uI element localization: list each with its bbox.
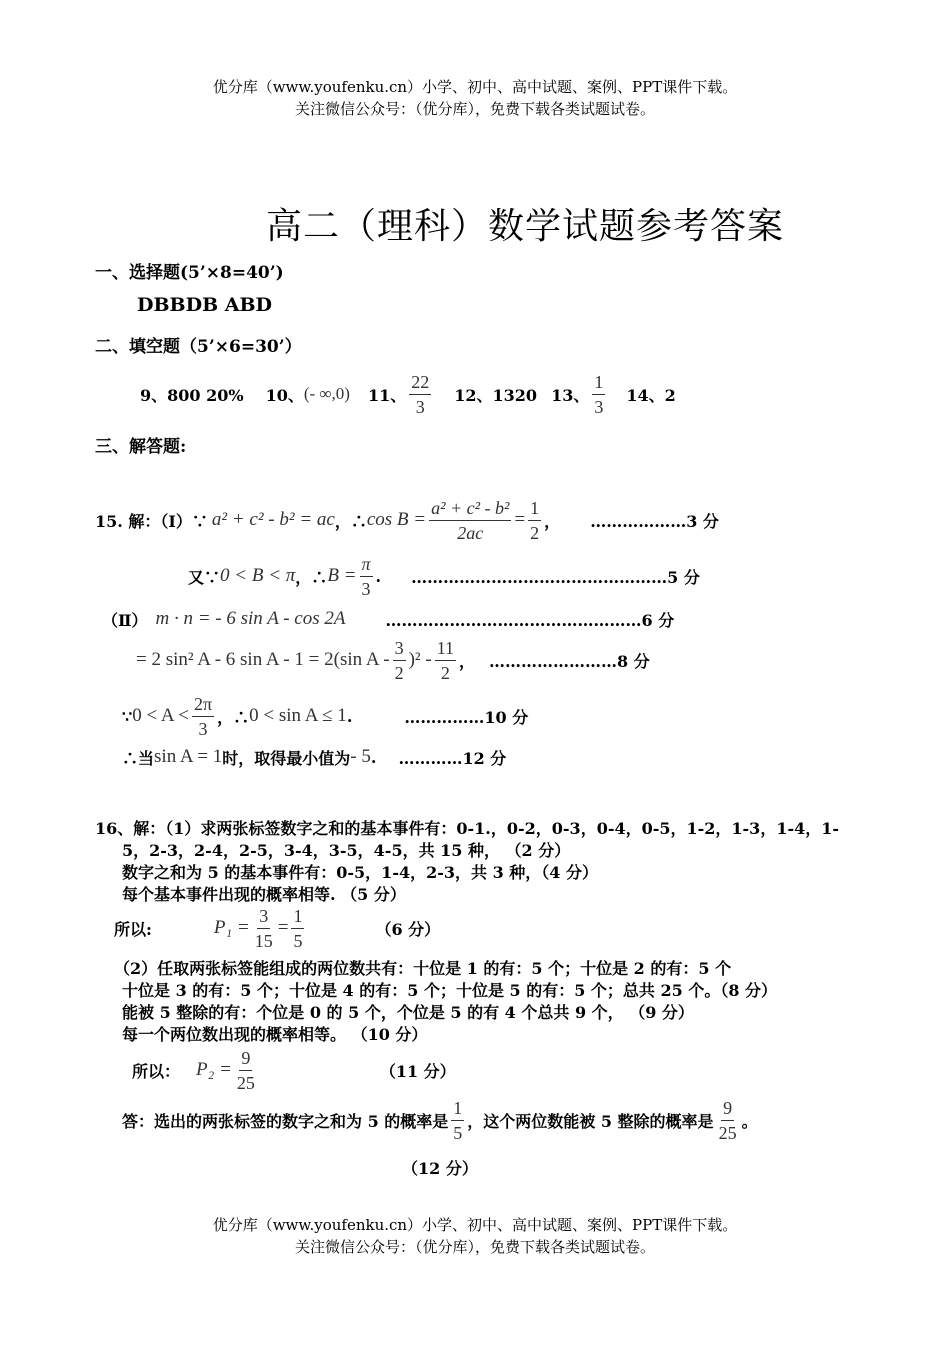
- q15-line5-lead: ∵: [122, 706, 133, 726]
- q15-line-6: [122, 744, 506, 770]
- q15-line6-a: ∴当: [122, 748, 155, 768]
- q11-label: 11、: [367, 385, 407, 405]
- q15-line-3: [102, 606, 674, 632]
- q15-line-4: [136, 634, 650, 686]
- fill-in-answers: [140, 368, 676, 420]
- section1-heading: 一、选择题(5’×8=40’): [95, 263, 284, 283]
- p1-fraction-1: $\frac{3}{15}$: [254, 905, 273, 951]
- q15-period: .: [375, 566, 382, 586]
- header-line-1: 优分库（www.youfenku.cn）小学、初中、高中试题、案例、PPT课件下载。: [212, 78, 738, 96]
- q16-line-6: （2）任取两张标签能组成的两位数共有：十位是 1 的有：5 个；十位是 2 的有：5 个: [114, 959, 732, 978]
- score-12: …………12 分: [398, 748, 507, 768]
- b-range: 0 < B < π: [220, 565, 296, 586]
- q15-therefore: ，∴: [334, 511, 367, 531]
- q15-therefore-2: ，∴: [295, 567, 328, 587]
- footer-line-2: 关注微信公众号：（优分库），免费下载各类试题试卷。: [294, 1238, 655, 1256]
- q15-line5-end: .: [346, 706, 353, 726]
- p1-equals: =: [277, 917, 289, 938]
- equals-sign: =: [514, 509, 526, 530]
- score-10: ……………10 分: [404, 707, 529, 727]
- p1-label: 所以:: [114, 919, 152, 939]
- q16-line-8: 能被 5 整除的有：个位是 0 的 5 个，个位是 5 的有 4 个总共 9 个， （9 分）: [122, 1003, 694, 1022]
- footer-line-1: 优分库（www.youfenku.cn）小学、初中、高中试题、案例、PPT课件下载。: [212, 1216, 738, 1234]
- score-6: …………………………………………6 分: [385, 610, 675, 630]
- two-pi-over-3: $\frac{2\pi}{3}$: [194, 693, 213, 739]
- q9-answer: 9、800 20%: [140, 385, 244, 405]
- p1-lhs: P₁ =: [213, 917, 250, 938]
- q13-label: 13、: [551, 385, 590, 405]
- sin-a-equals-1: sin A = 1: [154, 746, 223, 767]
- p2-label: 所以：: [132, 1061, 181, 1081]
- answer-fraction-1: $\frac{1}{5}$: [453, 1097, 463, 1143]
- section3-heading: 三、解答题:: [95, 437, 187, 457]
- multiple-choice-answers: DBBDB ABD: [137, 294, 273, 316]
- q15-line6-b: 时，取得最小值为: [222, 748, 351, 768]
- q16-p1-line: [114, 904, 440, 952]
- q14-answer: 14、2: [626, 385, 676, 405]
- q16-p2-line: [132, 1046, 456, 1094]
- q16-line-9: 每一个两位数出现的概率相等。 （10 分）: [122, 1025, 428, 1044]
- min-value: - 5: [350, 746, 371, 767]
- q15-lead: 15. 解：（Ⅰ）∵: [95, 511, 208, 531]
- p2-fraction: $\frac{9}{25}$: [236, 1047, 255, 1093]
- q12-answer: 12、1320: [454, 385, 538, 405]
- p2-score: （11 分）: [379, 1061, 456, 1081]
- q15-line-5: [122, 690, 528, 742]
- q16-line-3: 数字之和为 5 的基本事件有：0-5，1-4，2-3，共 3 种，（4 分）: [122, 863, 598, 882]
- three-halves: $\frac{3}{2}$: [394, 637, 404, 683]
- half-fraction: $\frac{1}{2}$: [530, 497, 540, 543]
- q15-equation: a² + c² - b² = ac: [211, 509, 335, 530]
- q16-answer-line: [122, 1096, 758, 1144]
- q10-value: (- ∞,0): [303, 384, 350, 403]
- square-minus: )² -: [408, 649, 432, 670]
- score-3: ………………3 分: [590, 511, 719, 531]
- q16-line-7: 十位是 3 的有：5 个；十位是 4 的有：5 个；十位是 5 的有：5 个；总共 25 个。（8 分）: [122, 981, 778, 1000]
- q15-line2-lead: 又∵: [188, 567, 221, 587]
- q11-fraction: $\frac{22}{3}$: [411, 371, 430, 417]
- q15-line4-comma: ，: [459, 651, 476, 671]
- part-ii-label: （Ⅱ）: [102, 610, 148, 630]
- b-equals: B =: [327, 565, 357, 586]
- header-line-2: 关注微信公众号：（优分库），免费下载各类试题试卷。: [294, 100, 655, 118]
- q16-line-1: 16、解：（1）求两张标签数字之和的基本事件有：0-1.，0-2，0-3，0-4，0-5，1-2，1-3，1-4，1-: [95, 819, 839, 838]
- q13-fraction: $\frac{1}{3}$: [594, 371, 604, 417]
- q15-line5-mid: ，∴: [217, 707, 250, 727]
- sin-a-range: 0 < sin A ≤ 1: [249, 705, 347, 726]
- q15-line-1: [95, 492, 719, 548]
- dot-product: m · n = - 6 sin A - cos 2A: [155, 608, 346, 629]
- p2-lhs: P₂ =: [196, 1059, 232, 1080]
- section2-heading: 二、填空题（5’×6=30’）: [95, 337, 302, 357]
- score-5: …………………………………………5 分: [411, 567, 700, 587]
- q16-line-2: 5，2-3，2-4，2-5，3-4，3-5，4-5，共 15 种， （2 分）: [122, 841, 571, 860]
- eleven-halves: $\frac{11}{2}$: [436, 637, 455, 683]
- quadratic-form: = 2 sin² A - 6 sin A - 1 = 2(sin A -: [136, 649, 390, 670]
- answer-part-a: 答：选出的两张标签的数字之和为 5 的概率是: [122, 1111, 449, 1131]
- q15-line-2: [188, 550, 700, 602]
- cos-rule-fraction: $\frac{\text{a² + c² - b²}}{2ac}$: [431, 497, 510, 543]
- q16-line-4: 每个基本事件出现的概率相等. （5 分）: [122, 885, 406, 904]
- score-8: ……………………8 分: [489, 651, 650, 671]
- answer-part-b: ，这个两位数能被 5 整除的概率是: [467, 1111, 714, 1131]
- q10-label: 10、: [265, 385, 304, 405]
- a-range: 0 < A <: [132, 705, 189, 726]
- q15-comma: ，: [544, 511, 561, 531]
- p1-fraction-2: $\frac{1}{5}$: [293, 905, 303, 951]
- q16-final-score: （12 分）: [402, 1159, 478, 1178]
- cos-b: cos B =: [366, 509, 427, 530]
- answer-fraction-2: $\frac{9}{25}$: [718, 1097, 737, 1143]
- p1-score: （6 分）: [375, 919, 441, 939]
- q15-line6-c: .: [370, 747, 377, 767]
- page-title: 高二（理科）数学试题参考答案: [265, 206, 784, 247]
- pi-over-3: $\frac{\pi}{3}$: [361, 553, 371, 599]
- answer-part-c: 。: [741, 1111, 758, 1131]
